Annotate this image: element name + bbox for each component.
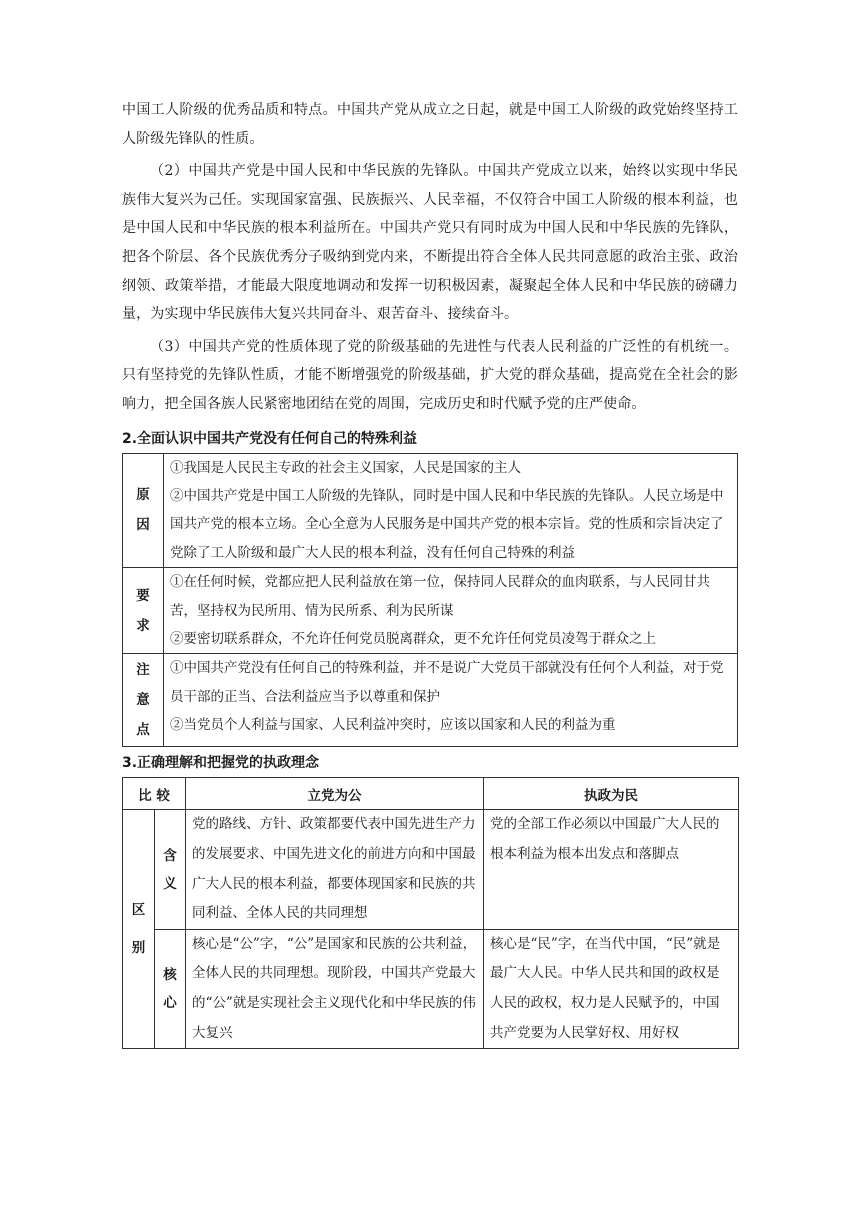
content-point: ①中国共产党没有任何自己的特殊利益，并不是说广大党员干部就没有任何个人利益，对于党员干部的正当、合法利益应当予以尊重和保护 — [170, 660, 724, 705]
row-label-meaning: 含 义 — [155, 810, 186, 929]
meaning-lidang-cell: 党的路线、方针、政策都要代表中国先进生产力的发展要求、中国先进文化的前进方向和中国最广大人民的根本利益，都要体现国家和民族的共同利益、全体人民的共同理想 — [186, 810, 484, 929]
row-label-core: 核 心 — [155, 929, 186, 1048]
row-content — [164, 568, 738, 654]
row-label: 原 因 — [123, 453, 164, 568]
group-label-difference: 区 别 — [123, 810, 155, 1049]
meaning-zhizheng-cell: 党的全部工作必须以中国最广大人民的根本利益为根本出发点和落脚点 — [484, 810, 739, 929]
content-point: ①在任何时候，党都应把人民利益放在第一位，保持同人民群众的血肉联系，与人民同甘共苦，坚持权为民所用、情为民所系、利为民所谋 — [170, 574, 710, 619]
compare-header: 比 较 — [123, 778, 186, 810]
row-content — [164, 654, 738, 747]
core-lidang-cell: 核心是“公”字，“公”是国家和民族的公共利益，全体人民的共同理想。现阶段，中国共产党最大的“公”就是实现社会主义现代化和中华民族的伟大复兴 — [186, 929, 484, 1048]
content-point: ②要密切联系群众，不允许任何党员脱离群众，更不允许任何党员凌驾于群众之上 — [170, 630, 656, 647]
content-point: ②中国共产党是中国工人阶级的先锋队，同时是中国人民和中华民族的先锋队。人民立场是中国共产党的根本立场。全心全意为人民服务是中国共产党的根本宗旨。党的性质和宗旨决定了党除了工人阶级和最广大人民的根本利益，没有任何自己特殊的利益 — [170, 487, 724, 561]
paragraph-point-3: （3）中国共产党的性质体现了党的阶级基础的先进性与代表人民利益的广泛性的有机统一。只有坚持党的先锋队性质，才能不断增强党的阶级基础，扩大党的群众基础，提高党在全社会的影响力，把全国各族人民紧密地团结在党的周围，完成历史和时代赋予党的庄严使命。 — [122, 338, 738, 412]
table-row — [123, 453, 738, 568]
paragraph-point-2: （2）中国共产党是中国人民和中华民族的先锋队。中国共产党成立以来，始终以实现中华民族伟大复兴为己任。实现国家富强、民族振兴、人民幸福，不仅符合中国工人阶级的根本利益，也是中国人民和中华民族的根本利益所在。中国共产党只有同时成为中国人民和中华民族的先锋队，把各个阶层、各个民族优秀分子吸纳到党内来，不断提出符合全体人民共同意愿的政治主张、政治纲领、政策举措，才能最大限度地调动和发挥一切积极因素，凝聚起全体人民和中华民族的磅礴力量，为实现中华民族伟大复兴共同奋斗、艰苦奋斗、接续奋斗。 — [122, 163, 738, 323]
special-interest-table — [122, 453, 738, 748]
row-content — [164, 453, 738, 568]
table-row — [123, 810, 739, 929]
section-2-heading: 2.全面认识中国共产党没有任何自己的特殊利益 — [122, 430, 418, 447]
row-label: 注 意 点 — [123, 654, 164, 747]
paragraph-continuation: 中国工人阶级的优秀品质和特点。中国共产党从成立之日起，就是中国工人阶级的政党始终坚持工人阶级先锋队的性质。 — [122, 102, 738, 147]
row-label: 要 求 — [123, 568, 164, 654]
governance-philosophy-table — [122, 777, 739, 1049]
content-point: ①我国是人民民主专政的社会主义国家，人民是国家的主人 — [170, 459, 521, 476]
col-header-zhizheng: 执政为民 — [484, 778, 739, 810]
table-row — [123, 929, 739, 1048]
section-3-heading: 3.正确理解和把握党的执政理念 — [122, 755, 320, 772]
col-header-lidang: 立党为公 — [186, 778, 484, 810]
document-page — [122, 96, 738, 1049]
table-row — [123, 654, 738, 747]
core-zhizheng-cell: 核心是“民”字，在当代中国，“民”就是最广大人民。中华人民共和国的政权是人民的政权，权力是人民赋予的，中国共产党要为人民掌好权、用好权 — [484, 929, 739, 1048]
table-row — [123, 568, 738, 654]
content-point: ②当党员个人利益与国家、人民利益冲突时，应该以国家和人民的利益为重 — [170, 717, 616, 734]
